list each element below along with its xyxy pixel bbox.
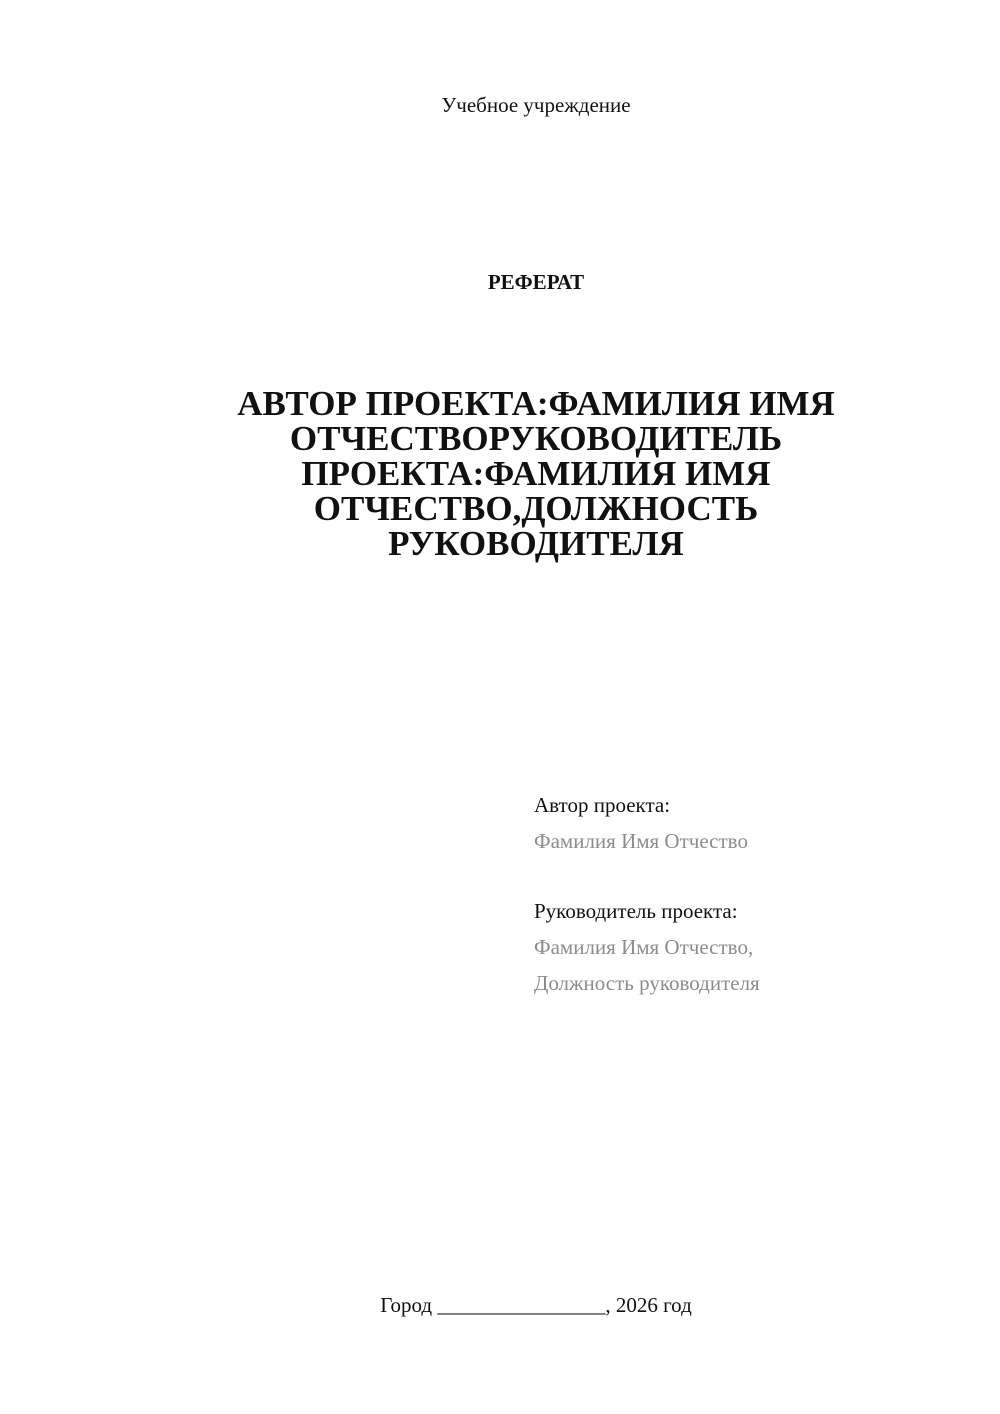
- institution-name: Учебное учреждение: [441, 93, 631, 117]
- author-block: [534, 787, 974, 859]
- author-name: Фамилия Имя Отчество: [534, 829, 748, 853]
- supervisor-position: Должность руководителя: [534, 971, 760, 995]
- title-line: ОТЧЕСТВО,ДОЛЖНОСТЬ: [313, 489, 759, 528]
- city-year-line: Город ________________, 2026 год: [380, 1293, 692, 1317]
- supervisor-label: Руководитель проекта:: [534, 899, 738, 923]
- title-line: АВТОР ПРОЕКТА:ФАМИЛИЯ ИМЯ: [237, 384, 835, 423]
- title-line: ОТЧЕСТВОРУКОВОДИТЕЛЬ: [289, 419, 783, 458]
- supervisor-block: [534, 893, 974, 1001]
- document-type: РЕФЕРАТ: [487, 270, 585, 294]
- title-line: РУКОВОДИТЕЛЯ: [388, 524, 684, 563]
- author-label: Автор проекта:: [534, 793, 671, 817]
- supervisor-name: Фамилия Имя Отчество,: [534, 935, 754, 959]
- title-line: ПРОЕКТА:ФАМИЛИЯ ИМЯ: [301, 454, 771, 493]
- document-title: [186, 386, 886, 561]
